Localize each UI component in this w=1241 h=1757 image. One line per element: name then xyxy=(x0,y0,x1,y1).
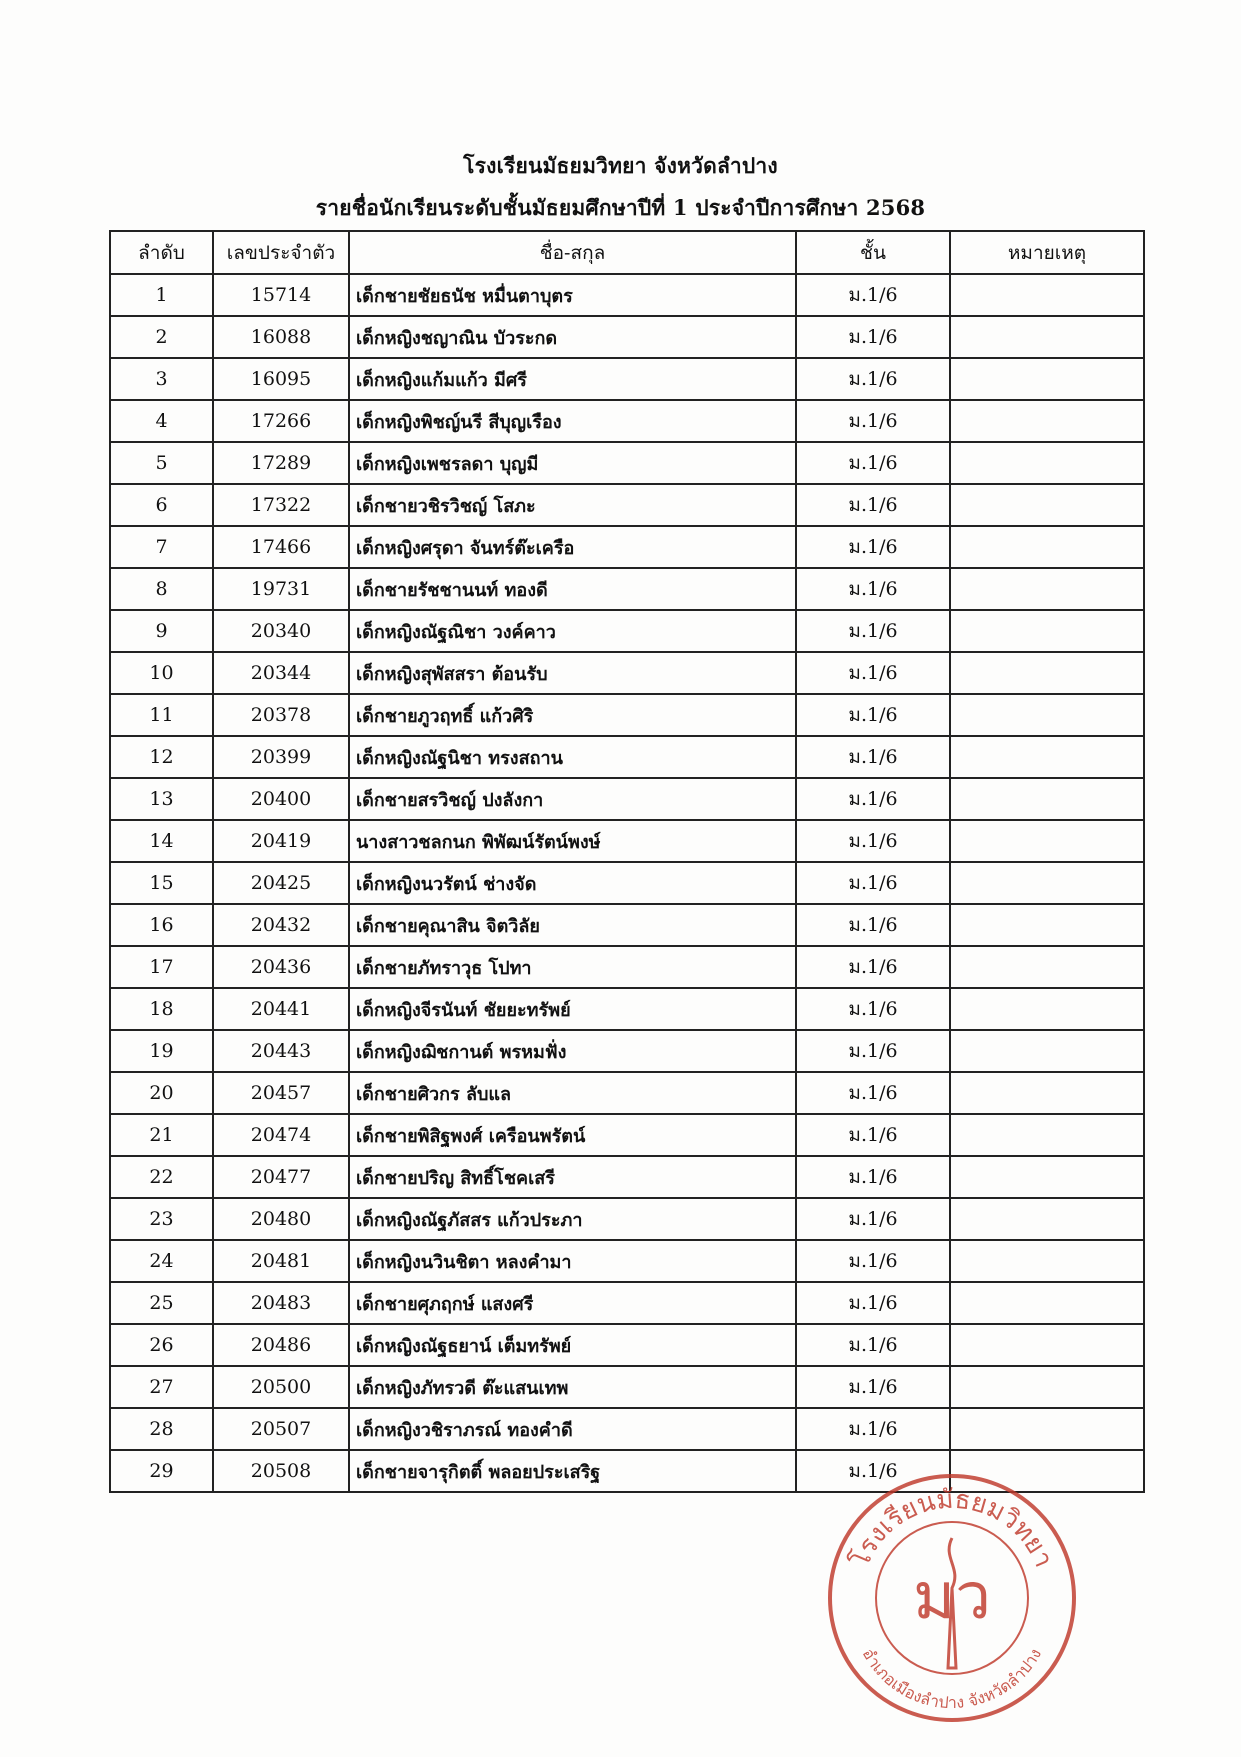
row-student-name: เด็กชายจารุกิตติ์ พลอยประเสริฐ xyxy=(349,1450,796,1492)
table-row xyxy=(110,1408,1144,1450)
row-student-id: 20486 xyxy=(213,1324,349,1366)
row-student-id: 20378 xyxy=(213,694,349,736)
header-student-id: เลขประจำตัว xyxy=(213,231,349,274)
table-row xyxy=(110,526,1144,568)
row-no: 2 xyxy=(110,316,213,358)
row-remark xyxy=(950,652,1144,694)
row-student-id: 20443 xyxy=(213,1030,349,1072)
row-student-id: 20400 xyxy=(213,778,349,820)
row-remark xyxy=(950,1156,1144,1198)
row-student-name: เด็กหญิงวชิราภรณ์ ทองคำดี xyxy=(349,1408,796,1450)
table-row xyxy=(110,736,1144,778)
table-row xyxy=(110,1072,1144,1114)
row-student-name: เด็กหญิงเพชรลดา บุญมี xyxy=(349,442,796,484)
row-student-name: เด็กชายชัยธนัช หมื่นตาบุตร xyxy=(349,274,796,316)
row-remark xyxy=(950,400,1144,442)
table-row xyxy=(110,778,1144,820)
row-class: ม.1/6 xyxy=(796,1450,950,1492)
row-remark xyxy=(950,1198,1144,1240)
table-row xyxy=(110,1156,1144,1198)
seal-top-text: โรงเรียนมัธยมวิทยา xyxy=(845,1484,1059,1572)
row-student-name: เด็กชายปริญ สิทธิ์โชคเสรี xyxy=(349,1156,796,1198)
row-student-id: 20474 xyxy=(213,1114,349,1156)
row-student-name: เด็กหญิงแก้มแก้ว มีศรี xyxy=(349,358,796,400)
table-row xyxy=(110,1030,1144,1072)
row-remark xyxy=(950,610,1144,652)
student-roster-table xyxy=(109,230,1145,1493)
row-class: ม.1/6 xyxy=(796,778,950,820)
row-no: 24 xyxy=(110,1240,213,1282)
row-class: ม.1/6 xyxy=(796,442,950,484)
row-remark xyxy=(950,904,1144,946)
row-class: ม.1/6 xyxy=(796,274,950,316)
row-class: ม.1/6 xyxy=(796,694,950,736)
row-class: ม.1/6 xyxy=(796,820,950,862)
row-student-name: เด็กชายศุภฤกษ์ แสงศรี xyxy=(349,1282,796,1324)
table-row xyxy=(110,1114,1144,1156)
table-header-row xyxy=(110,231,1144,274)
row-remark xyxy=(950,1366,1144,1408)
seal-bottom-text: อำเภอเมืองลำปาง จังหวัดลำปาง xyxy=(858,1644,1046,1713)
row-student-name: เด็กหญิงชญาณิน บัวระกด xyxy=(349,316,796,358)
row-class: ม.1/6 xyxy=(796,316,950,358)
row-class: ม.1/6 xyxy=(796,652,950,694)
row-no: 7 xyxy=(110,526,213,568)
row-class: ม.1/6 xyxy=(796,1324,950,1366)
row-student-id: 20441 xyxy=(213,988,349,1030)
row-student-id: 20508 xyxy=(213,1450,349,1492)
row-student-id: 16095 xyxy=(213,358,349,400)
row-student-name: เด็กหญิงฌิชกานต์ พรหมฟั่ง xyxy=(349,1030,796,1072)
row-student-id: 17289 xyxy=(213,442,349,484)
row-student-name: เด็กหญิงนวรัตน์ ช่างจัด xyxy=(349,862,796,904)
seal-outer-ring xyxy=(830,1476,1074,1720)
row-remark xyxy=(950,946,1144,988)
row-class: ม.1/6 xyxy=(796,568,950,610)
row-no: 11 xyxy=(110,694,213,736)
row-student-name: เด็กชายพิสิฐพงศ์ เครือนพรัตน์ xyxy=(349,1114,796,1156)
row-no: 19 xyxy=(110,1030,213,1072)
table-row xyxy=(110,442,1144,484)
row-student-id: 20340 xyxy=(213,610,349,652)
row-no: 6 xyxy=(110,484,213,526)
row-class: ม.1/6 xyxy=(796,1072,950,1114)
row-student-id: 20500 xyxy=(213,1366,349,1408)
row-remark xyxy=(950,1072,1144,1114)
row-student-id: 20432 xyxy=(213,904,349,946)
row-student-name: เด็กหญิงจีรนันท์ ชัยยะทรัพย์ xyxy=(349,988,796,1030)
row-student-name: เด็กหญิงณัฐภัสสร แก้วประภา xyxy=(349,1198,796,1240)
row-student-name: เด็กหญิงณัฐณิชา วงค์คาว xyxy=(349,610,796,652)
row-remark xyxy=(950,694,1144,736)
row-class: ม.1/6 xyxy=(796,1156,950,1198)
row-student-id: 20436 xyxy=(213,946,349,988)
row-student-name: เด็กชายภัทราวุธ โปทา xyxy=(349,946,796,988)
row-class: ม.1/6 xyxy=(796,1408,950,1450)
row-class: ม.1/6 xyxy=(796,1030,950,1072)
row-remark xyxy=(950,1030,1144,1072)
row-no: 8 xyxy=(110,568,213,610)
row-student-name: เด็กหญิงณัฐนิชา ทรงสถาน xyxy=(349,736,796,778)
row-class: ม.1/6 xyxy=(796,1240,950,1282)
row-class: ม.1/6 xyxy=(796,610,950,652)
table-row xyxy=(110,1450,1144,1492)
torch-icon xyxy=(948,1538,956,1668)
row-no: 21 xyxy=(110,1114,213,1156)
row-class: ม.1/6 xyxy=(796,1282,950,1324)
header-class: ชั้น xyxy=(796,231,950,274)
row-no: 22 xyxy=(110,1156,213,1198)
row-remark xyxy=(950,1450,1144,1492)
row-student-name: เด็กหญิงสุพัสสรา ต้อนรับ xyxy=(349,652,796,694)
row-remark xyxy=(950,988,1144,1030)
row-no: 4 xyxy=(110,400,213,442)
row-class: ม.1/6 xyxy=(796,1366,950,1408)
row-student-id: 17322 xyxy=(213,484,349,526)
table-row xyxy=(110,694,1144,736)
row-no: 23 xyxy=(110,1198,213,1240)
row-student-id: 20480 xyxy=(213,1198,349,1240)
table-row xyxy=(110,820,1144,862)
row-student-name: เด็กชายวชิรวิชญ์ โสภะ xyxy=(349,484,796,526)
row-student-id: 15714 xyxy=(213,274,349,316)
table-row xyxy=(110,610,1144,652)
row-student-id: 20425 xyxy=(213,862,349,904)
row-student-name: เด็กหญิงนวินชิตา หลงคำมา xyxy=(349,1240,796,1282)
row-class: ม.1/6 xyxy=(796,736,950,778)
row-class: ม.1/6 xyxy=(796,400,950,442)
school-seal xyxy=(822,1468,1082,1728)
row-student-name: เด็กชายศิวกร ลับแล xyxy=(349,1072,796,1114)
list-subtitle: รายชื่อนักเรียนระดับชั้นมัธยมศึกษาปีที่ 1 ประจำปีการศึกษา 2568 xyxy=(315,195,926,220)
row-no: 17 xyxy=(110,946,213,988)
table-row xyxy=(110,652,1144,694)
table-row xyxy=(110,400,1144,442)
table-row xyxy=(110,946,1144,988)
header-no: ลำดับ xyxy=(110,231,213,274)
row-class: ม.1/6 xyxy=(796,1198,950,1240)
row-no: 14 xyxy=(110,820,213,862)
table-row xyxy=(110,988,1144,1030)
row-no: 25 xyxy=(110,1282,213,1324)
row-student-name: เด็กหญิงณัฐธยาน์ เต็มทรัพย์ xyxy=(349,1324,796,1366)
row-no: 15 xyxy=(110,862,213,904)
row-student-id: 20481 xyxy=(213,1240,349,1282)
table-row xyxy=(110,568,1144,610)
row-class: ม.1/6 xyxy=(796,862,950,904)
row-no: 9 xyxy=(110,610,213,652)
row-remark xyxy=(950,316,1144,358)
row-no: 28 xyxy=(110,1408,213,1450)
row-remark xyxy=(950,820,1144,862)
row-class: ม.1/6 xyxy=(796,946,950,988)
row-student-name: เด็กหญิงพิชญ์นรี สีบุญเรือง xyxy=(349,400,796,442)
row-remark xyxy=(950,1240,1144,1282)
row-student-name: เด็กหญิงศรุดา จันทร์ต๊ะเครือ xyxy=(349,526,796,568)
table-row xyxy=(110,904,1144,946)
row-remark xyxy=(950,568,1144,610)
row-student-id: 20507 xyxy=(213,1408,349,1450)
row-class: ม.1/6 xyxy=(796,526,950,568)
row-student-id: 16088 xyxy=(213,316,349,358)
table-row xyxy=(110,358,1144,400)
header-remark: หมายเหตุ xyxy=(950,231,1144,274)
table-row xyxy=(110,1324,1144,1366)
row-no: 27 xyxy=(110,1366,213,1408)
row-class: ม.1/6 xyxy=(796,358,950,400)
row-no: 3 xyxy=(110,358,213,400)
row-student-id: 20344 xyxy=(213,652,349,694)
row-student-id: 20457 xyxy=(213,1072,349,1114)
row-no: 13 xyxy=(110,778,213,820)
row-no: 20 xyxy=(110,1072,213,1114)
row-student-name: นางสาวชลกนก พิพัฒน์รัตน์พงษ์ xyxy=(349,820,796,862)
header-name: ชื่อ-สกุล xyxy=(349,231,796,274)
row-remark xyxy=(950,1282,1144,1324)
row-no: 18 xyxy=(110,988,213,1030)
row-student-name: เด็กชายคุณาสิน จิตวิลัย xyxy=(349,904,796,946)
table-row xyxy=(110,862,1144,904)
row-remark xyxy=(950,358,1144,400)
row-student-id: 17266 xyxy=(213,400,349,442)
row-no: 5 xyxy=(110,442,213,484)
row-no: 12 xyxy=(110,736,213,778)
row-student-id: 19731 xyxy=(213,568,349,610)
row-class: ม.1/6 xyxy=(796,904,950,946)
row-student-id: 20399 xyxy=(213,736,349,778)
row-class: ม.1/6 xyxy=(796,988,950,1030)
row-remark xyxy=(950,1324,1144,1366)
table-row xyxy=(110,1366,1144,1408)
row-no: 16 xyxy=(110,904,213,946)
table-row xyxy=(110,274,1144,316)
row-student-name: เด็กชายรัชชานนท์ ทองดี xyxy=(349,568,796,610)
row-student-name: เด็กหญิงภัทรวดี ต๊ะแสนเทพ xyxy=(349,1366,796,1408)
row-class: ม.1/6 xyxy=(796,1114,950,1156)
roster-body xyxy=(110,274,1144,1492)
row-remark xyxy=(950,442,1144,484)
row-student-id: 20483 xyxy=(213,1282,349,1324)
table-row xyxy=(110,1198,1144,1240)
table-row xyxy=(110,1282,1144,1324)
row-no: 10 xyxy=(110,652,213,694)
row-student-id: 20477 xyxy=(213,1156,349,1198)
row-remark xyxy=(950,274,1144,316)
row-no: 29 xyxy=(110,1450,213,1492)
row-remark xyxy=(950,862,1144,904)
seal-monogram: มว xyxy=(912,1560,992,1634)
seal-inner-ring xyxy=(876,1522,1028,1674)
table-row xyxy=(110,316,1144,358)
row-student-id: 17466 xyxy=(213,526,349,568)
row-student-name: เด็กชายภูวฤทธิ์ แก้วศิริ xyxy=(349,694,796,736)
table-row xyxy=(110,484,1144,526)
row-no: 26 xyxy=(110,1324,213,1366)
row-remark xyxy=(950,484,1144,526)
row-no: 1 xyxy=(110,274,213,316)
row-student-name: เด็กชายสรวิชญ์ ปงลังกา xyxy=(349,778,796,820)
row-remark xyxy=(950,736,1144,778)
table-row xyxy=(110,1240,1144,1282)
row-remark xyxy=(950,778,1144,820)
row-student-id: 20419 xyxy=(213,820,349,862)
row-remark xyxy=(950,1408,1144,1450)
row-remark xyxy=(950,526,1144,568)
row-remark xyxy=(950,1114,1144,1156)
row-class: ม.1/6 xyxy=(796,484,950,526)
school-title: โรงเรียนมัธยมวิทยา จังหวัดลำปาง xyxy=(463,153,778,178)
